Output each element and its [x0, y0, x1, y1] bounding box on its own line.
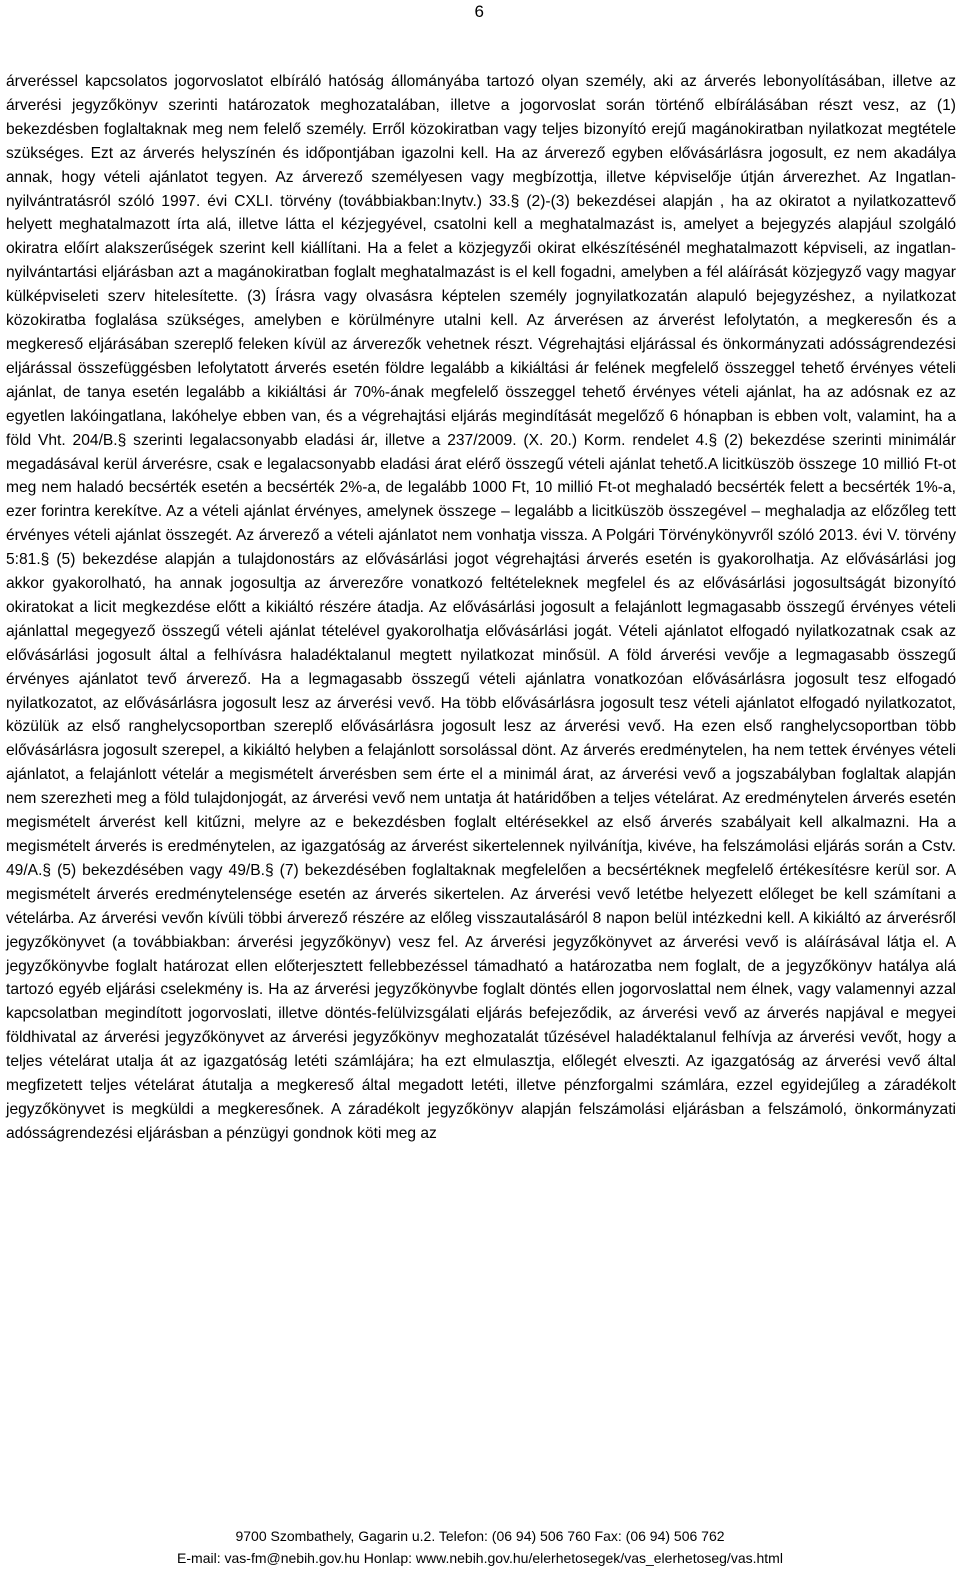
body-paragraph: árveréssel kapcsolatos jogorvoslatot elbíráló hatóság állományába tartozó olyan személy, aki az árverés lebonyolításában, illetve az árverési jegyzőkönyv szerinti határozatok meghozatalában, illetve a jogorvoslat során történő elbírálásában részt vesz, az (1) bekezdésben foglaltaknak meg nem felelő személy. Erről közokiratban vagy teljes bizonyító erejű magánokiratban nyilatkozat megtétele szükséges. Ezt az árverés helyszínén és időpontjában igazolni kell. Ha az árverező egyben elővásárlásra jogosult, ez nem akadálya annak, hogy vételi ajánlatot tegyen. Az árverező személyesen vagy megbízottja, illetve képviselője útján árverezhet. Az Ingatlan-nyilvántratásról szóló 1997. évi CXLI. törvény (továbbiakban:Inytv.) 33.§ (2)-(3) bekezdései alapján , ha az okiratot a nyilatkozattevő helyett meghatalmazott írta alá, illetve látta el kézjegyével, csatolni kell a meghatalmazást is, amelyet a bejegyzés alapjául szolgáló okiratra előírt alakszerűségek szerint kell kiállítani. Ha a felet a közjegyzői okirat elkészítésénél meghatalmazott képviseli, az ingatlan-nyilvántartási eljárásban azt a magánokiratban foglalt meghatalmazást is el kell fogadni, amelyben a fél aláírását közjegyző vagy magyar külképviseleti szerv hitelesítette. (3) Írásra vagy olvasásra képtelen személy jognyilatkozatán alapuló bejegyzéshez, a nyilatkozat közokiratba foglalása szükséges, amelyben e körülményre utalni kell. Az árverésen az árverést lefolytatón, a megkeresőn és a megkereső eljárásában szereplő feleken kívül az árverezők vehetnek részt. Végrehajtási eljárással és önkormányzati adósságrendezési eljárással összefüggésben lefolytatott árverés esetén földre legalább a kikiáltási ár felének megfelelő összeggel tehető érvényes vételi ajánlat, de tanya esetén legalább a kikiáltási ár 70%-ának megfelelő összeggel tehető érvényes vételi ajánlat, ha az adósnak ez az egyetlen lakóingatlana, lakóhelye ebben van, és a végrehajtási eljárás megindítását megelőző 6 hónapban is ebben volt, valamint, ha a föld Vht. 204/B.§ szerinti legalacsonyabb eladási ár, illetve a 237/2009. (X. 20.) Korm. rendelet 4.§ (2) bekezdése szerinti minimálár megadásával kerül árverésre, csak e legalacsonyabb eladási árat elérő összegű vételi ajánlat tehető.A licitküszöb összege 10 millió Ft-ot meg nem haladó becsérték esetén a becsérték 2%-a, de legalább 1000 Ft, 10 millió Ft-ot meghaladó becsérték felett a becsérték 1%-a, ezer forintra kerekítve. Az a vételi ajánlat érvényes, amelynek összege – legalább a licitküszöb összegével – meghaladja az előzőleg tett érvényes vételi ajánlat összegét. Az árverező a vételi ajánlatot nem vonhatja vissza. A Polgári Törvénykönyvről szóló 2013. évi V. törvény 5:81.§ (5) bekezdése alapján a tulajdonostárs az elővásárlási jogot végrehajtási árverés esetén is gyakorolhatja. Az elővásárlási jog akkor gyakorolható, ha annak jogosultja az árverezőre vonatkozó feltételeknek megfelel és az elővásárlási jogosultságát bizonyító okiratokat a licit megkezdése előtt a kikiáltó részére átadja. Az elővásárlási jogosult a felajánlott legmagasabb összegű érvényes vételi ajánlattal megegyező összegű vételi ajánlat tételével gyakorolhatja elővásárlási jogát. Vételi ajánlatot elfogadó nyilatkozatnak csak az elővásárlási jogosult által a felhívásra haladéktalanul megtett nyilatkozat minősül. A föld árverési vevője a legmagasabb összegű érvényes ajánlatot tevő árverező. Ha a legmagasabb összegű vételi ajánlatra vonatkozóan elővásárlásra jogosult tesz elfogadó nyilatkozatot, az elővásárlásra jogosult lesz az árverési vevő. Ha több elővásárlásra jogosult tesz vételi ajánlatot elfogadó nyilatkozatot, közülük az első ranghelycsoportban szereplő elővásárlásra jogosult lesz az árverési vevő. Ha ezen első ranghelycsoportban több elővásárlásra jogosult szerepel, a kikiáltó helyben a felajánlott sorsolással dönt. Az árverés eredménytelen, ha nem tettek érvényes vételi ajánlatot, a felajánlott vételár a megismételt árverésben sem érte el a minimál árat, az árverési vevő a jogszabályban foglaltak alapján nem szerezheti meg a föld tulajdonjogát, az árverési vevő nem untatja át határidőben a teljes vételárat. Az eredménytelen árverés esetén megismételt árverést kell kitűzni, melyre az e bekezdésben foglalt eltérésekkel az első árverés szabályait kell alkalmazni. Ha a megismételt árverés is eredménytelen, az igazgatóság az árverést sikertelennek nyilvánítja, kivéve, ha felszámolási eljárás során a Cstv. 49/A.§ (5) bekezdésében vagy 49/B.§ (7) bekezdésében foglaltaknak megfelelően a becsértéknek megfelelő értékesítésre kerül sor. A megismételt árverés eredménytelensége esetén az árverés sikertelen. Az árverési vevő letétbe helyezett előleget be kell számítani a vételárba. Az árverési vevőn kívüli többi árverező részére az előleg visszautalásáról 8 napon belül intézkedni kell. A kikiáltó az árverésről jegyzőkönyvet (a továbbiakban: árverési jegyzőkönyv) vesz fel. Az árverési jegyzőkönyvet az árverési vevő is aláírásával látja el. A jegyzőkönyvbe foglalt határozat ellen előterjesztett fellebbezéssel támadható a határozatba nem foglalt, de a jegyzőkönyv hatálya alá tartozó egyéb eljárási cselekmény is. Ha az árverési jegyzőkönyvbe foglalt döntés ellen jogorvoslattal nem élnek, vagy valamennyi azzal kapcsolatban megindított jogorvoslati, illetve döntés-felülvizsgálati eljárás befejeződik, az árverési vevő az árverés napjával e megyei földhivatal az árverési jegyzőkönyvet az árverési jegyzőkönyv meghozatalát tűzésével haladéktalanul felhívja az árverési vevőt, hogy a teljes vételárat utalja át az igazgatóság letéti számlájára; ha ezt elmulasztja, előlegét elveszti. Az igazgatóság az árverési vevő által megfizetett teljes vételárat átutalja a megkereső által megadott letéti, illetve pénzforgalmi számlára, ezzel egyidejűleg a záradékolt jegyzőkönyvet is megküldi a megkeresőnek. A záradékolt jegyzőkönyv alapján felszámolási eljárásban a felszámoló, önkormányzati adósságrendezési eljárásban a pénzügyi gondnok köti meg az	[6, 73, 956, 1142]
footer-address: 9700 Szombathely, Gagarin u.2. Telefon: (06 94) 506 760 Fax: (06 94) 506 762	[235, 1528, 725, 1544]
page-number: 6	[474, 2, 484, 21]
footer-contact: E-mail: vas-fm@nebih.gov.hu Honlap: www.nebih.gov.hu/elerhetosegek/vas_elerhetoseg/vas.html	[177, 1550, 783, 1566]
